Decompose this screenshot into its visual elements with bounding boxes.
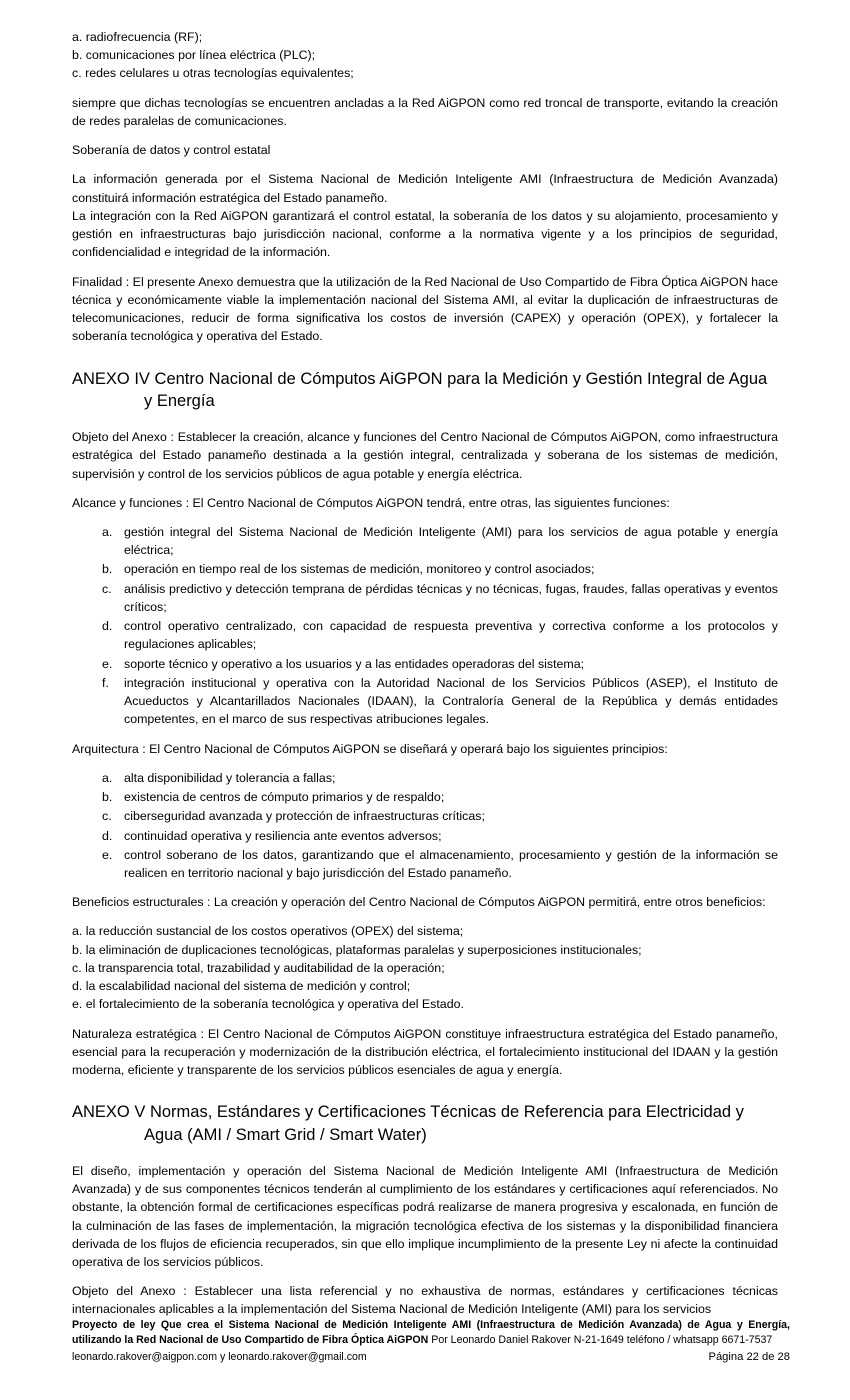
footer-bottom-row [72,1350,790,1366]
beneficios-list [72,922,778,1013]
list-item [72,674,778,729]
list-item-text: análisis predictivo y detección temprana de pérdidas técnicas y no técnicas, fugas, fraudes, fallas operativas y eventos críticos; [124,581,778,614]
anexo-v-title-line1: ANEXO V Normas, Estándares y Certificaciones Técnicas de Referencia para Electricidad y [72,1103,744,1122]
list-marker: d. [102,828,113,843]
list-item-text: alta disponibilidad y tolerancia a fallas; [124,770,336,785]
paragraph-naturaleza-estrategica: Naturaleza estratégica : El Centro Nacional de Cómputos AiGPON constituye infraestructura estratégica del Estado panameño, esencial para la recuperación y modernización de la distribución eléctrica, el fortalecimiento institucional del IDAAN y la gestión moderna, eficiente y transparente de los servicios públicos esenciales de agua y energía. [72,1026,778,1078]
list-marker: a. [102,524,113,539]
paragraph-integracion: La integración con la Red AiGPON garantizará el control estatal, la soberanía de los datos y su alojamiento, procesamiento y gestión en infraestructuras bajo jurisdicción nacional, conforme a la normativa vigente y a los principios de seguridad, confidencialidad e integridad de la información. [72,208,778,260]
paragraph-finalidad: Finalidad : El presente Anexo demuestra que la utilización de la Red Nacional de Uso Compartido de Fibra Óptica AiGPON hace técnica y económicamente viable la implementación nacional del Sistema AMI, al evitar la duplicación de infraestructuras de telecomunicaciones, reducir de forma significativa los costos de inversión (CAPEX) y operación (OPEX), y fortalecer la soberanía tecnológica y operativa del Estado. [72,274,778,344]
paragraph-objeto-anexo-v: Objeto del Anexo : Establecer una lista referencial y no exhaustiva de normas, estándares y certificaciones técnicas internacionales aplicables a la implementación del Sistema Nacional de Medición Inteligente (AMI) para los servicios [72,1284,778,1317]
paragraph-arquitectura-intro: Arquitectura : El Centro Nacional de Cómputos AiGPON se diseñará y operará bajo los siguientes principios: [72,741,668,756]
top-options-list [72,28,778,83]
paragraph-anclaje: siempre que dichas tecnologías se encuentren ancladas a la Red AiGPON como red troncal de transporte, evitando la creación de redes paralelas de comunicaciones. [72,95,778,128]
list-item: b. la eliminación de duplicaciones tecnológicas, plataformas paralelas y superposiciones institucionales; [72,942,642,957]
list-item [72,523,778,559]
document-content [72,28,778,1319]
footer-email: leonardo.rakover@aigpon.com y leonardo.rakover@gmail.com [72,1351,367,1364]
list-marker: b. [102,790,113,805]
list-item-text: operación en tiempo real de los sistemas de medición, monitoreo y control asociados; [124,562,595,577]
list-item-text: soporte técnico y operativo a los usuarios y a las entidades operadoras del sistema; [124,656,585,671]
list-item: c. la transparencia total, trazabilidad y auditabilidad de la operación; [72,960,445,975]
list-item-text: integración institucional y operativa con la Autoridad Nacional de los Servicios Públicos (ASEP), el Instituto de Acueductos y Alcantarillados Nacionales (IDAAN), la Contraloría General de la República y demás entidades competentes, en el marco de sus respectivas atribuciones legales. [124,675,778,727]
footer-page-number: Página 22 de 28 [708,1351,790,1364]
list-marker: a. [102,770,113,785]
list-item-text: control operativo centralizado, con capacidad de respuesta preventiva y correctiva conforme a los protocolos y regulaciones aplicables; [124,619,778,652]
list-marker: c. [102,581,112,596]
anexo-iv-title-line2: y Energía [144,391,215,410]
list-marker: f. [102,675,109,690]
list-item-text: existencia de centros de cómputo primarios y de respaldo; [124,790,445,805]
paragraph-alcance-intro: Alcance y funciones : El Centro Nacional de Cómputos AiGPON tendrá, entre otras, las siguientes funciones: [72,495,670,510]
list-marker: d. [102,619,113,634]
list-item [72,617,778,653]
list-item [72,769,778,787]
list-item-text: ciberseguridad avanzada y protección de infraestructuras críticas; [124,809,485,824]
list-item-text: continuidad operativa y resiliencia ante eventos adversos; [124,828,442,843]
footer-bold-text: Proyecto de ley Que crea el Sistema Nacional de Medición Inteligente AMI (Infraestructura de Medición Avanzada) de Agua y Energía, utilizando la Red Nacional de Uso Compartido de Fibra Óptica AiGPON [72,1319,790,1347]
list-item: a. la reducción sustancial de los costos operativos (OPEX) del sistema; [72,924,464,939]
footer-author-text: Por Leonardo Daniel Rakover N-21-1649 teléfono / whatsapp 6671-7537 [428,1334,773,1347]
list-item [72,580,778,616]
paragraph-diseno-implementacion: El diseño, implementación y operación del Sistema Nacional de Medición Inteligente AMI (Infraestructura de Medición Avanzada) y de sus componentes técnicos tenderán al cumplimiento de los estándares y certificaciones aquí referenciados. No obstante, la obtención formal de certificaciones específicas podrá realizarse de manera progresiva y escalonada, en función de la culminación de las fases de implementación, la migración tecnológica efectiva de los sistemas y la disponibilidad financiera derivada de los flujos de eficiencia recuperados, sin que ello implique incumplimiento de la presente Ley ni afecte la continuidad operativa de los servicios públicos. [72,1163,778,1270]
paragraph-beneficios-intro: Beneficios estructurales : La creación y operación del Centro Nacional de Cómputos AiGPON permitirá, entre otros beneficios: [72,895,766,910]
list-item [72,807,778,825]
anexo-iv-heading [72,368,778,413]
paragraph-objeto-anexo-iv: Objeto del Anexo : Establecer la creación, alcance y funciones del Centro Nacional de Cómputos AiGPON, como infraestructura estratégica del Estado panameño destinada a la gestión integral, centralizada y soberana de los sistemas de medición, supervisión y control de los servicios públicos de agua potable y energía eléctrica. [72,430,778,481]
anexo-v-title-line2: Agua (AMI / Smart Grid / Smart Water) [144,1125,427,1144]
paragraph-informacion-generada: La información generada por el Sistema Nacional de Medición Inteligente AMI (Infraestructura de Medición Avanzada) constituirá información estratégica del Estado panameño. [72,172,778,205]
list-item: e. el fortalecimiento de la soberanía tecnológica y operativa del Estado. [72,997,464,1012]
list-item [72,655,778,673]
list-item: a. radiofrecuencia (RF); [72,30,203,44]
list-item [72,560,778,578]
list-item: c. redes celulares u otras tecnologías equivalentes; [72,66,354,81]
list-item-text: gestión integral del Sistema Nacional de Medición Inteligente (AMI) para los servicios de agua potable y energía eléctrica; [124,524,778,558]
list-item: d. la escalabilidad nacional del sistema de medición y control; [72,979,411,994]
list-item [72,788,778,806]
list-marker: e. [102,847,113,862]
anexo-v-heading [72,1101,778,1146]
alcance-funciones-list [72,523,778,729]
footer-title-line [72,1318,790,1348]
list-item-text: control soberano de los datos, garantizando que el almacenamiento, procesamiento y gestión de la información se realicen en territorio nacional y bajo jurisdicción del Estado panameño. [124,847,778,880]
arquitectura-principios-list [72,769,778,882]
list-marker: b. [102,562,113,577]
heading-soberania-datos: Soberanía de datos y control estatal [72,143,271,158]
list-marker: c. [102,809,112,824]
list-item [72,827,778,845]
anexo-iv-title-line1: ANEXO IV Centro Nacional de Cómputos AiGPON para la Medición y Gestión Integral de Agua [72,369,768,388]
list-marker: e. [102,656,113,671]
list-item [72,846,778,882]
page-footer [72,1318,790,1366]
list-item: b. comunicaciones por línea eléctrica (PLC); [72,48,316,63]
